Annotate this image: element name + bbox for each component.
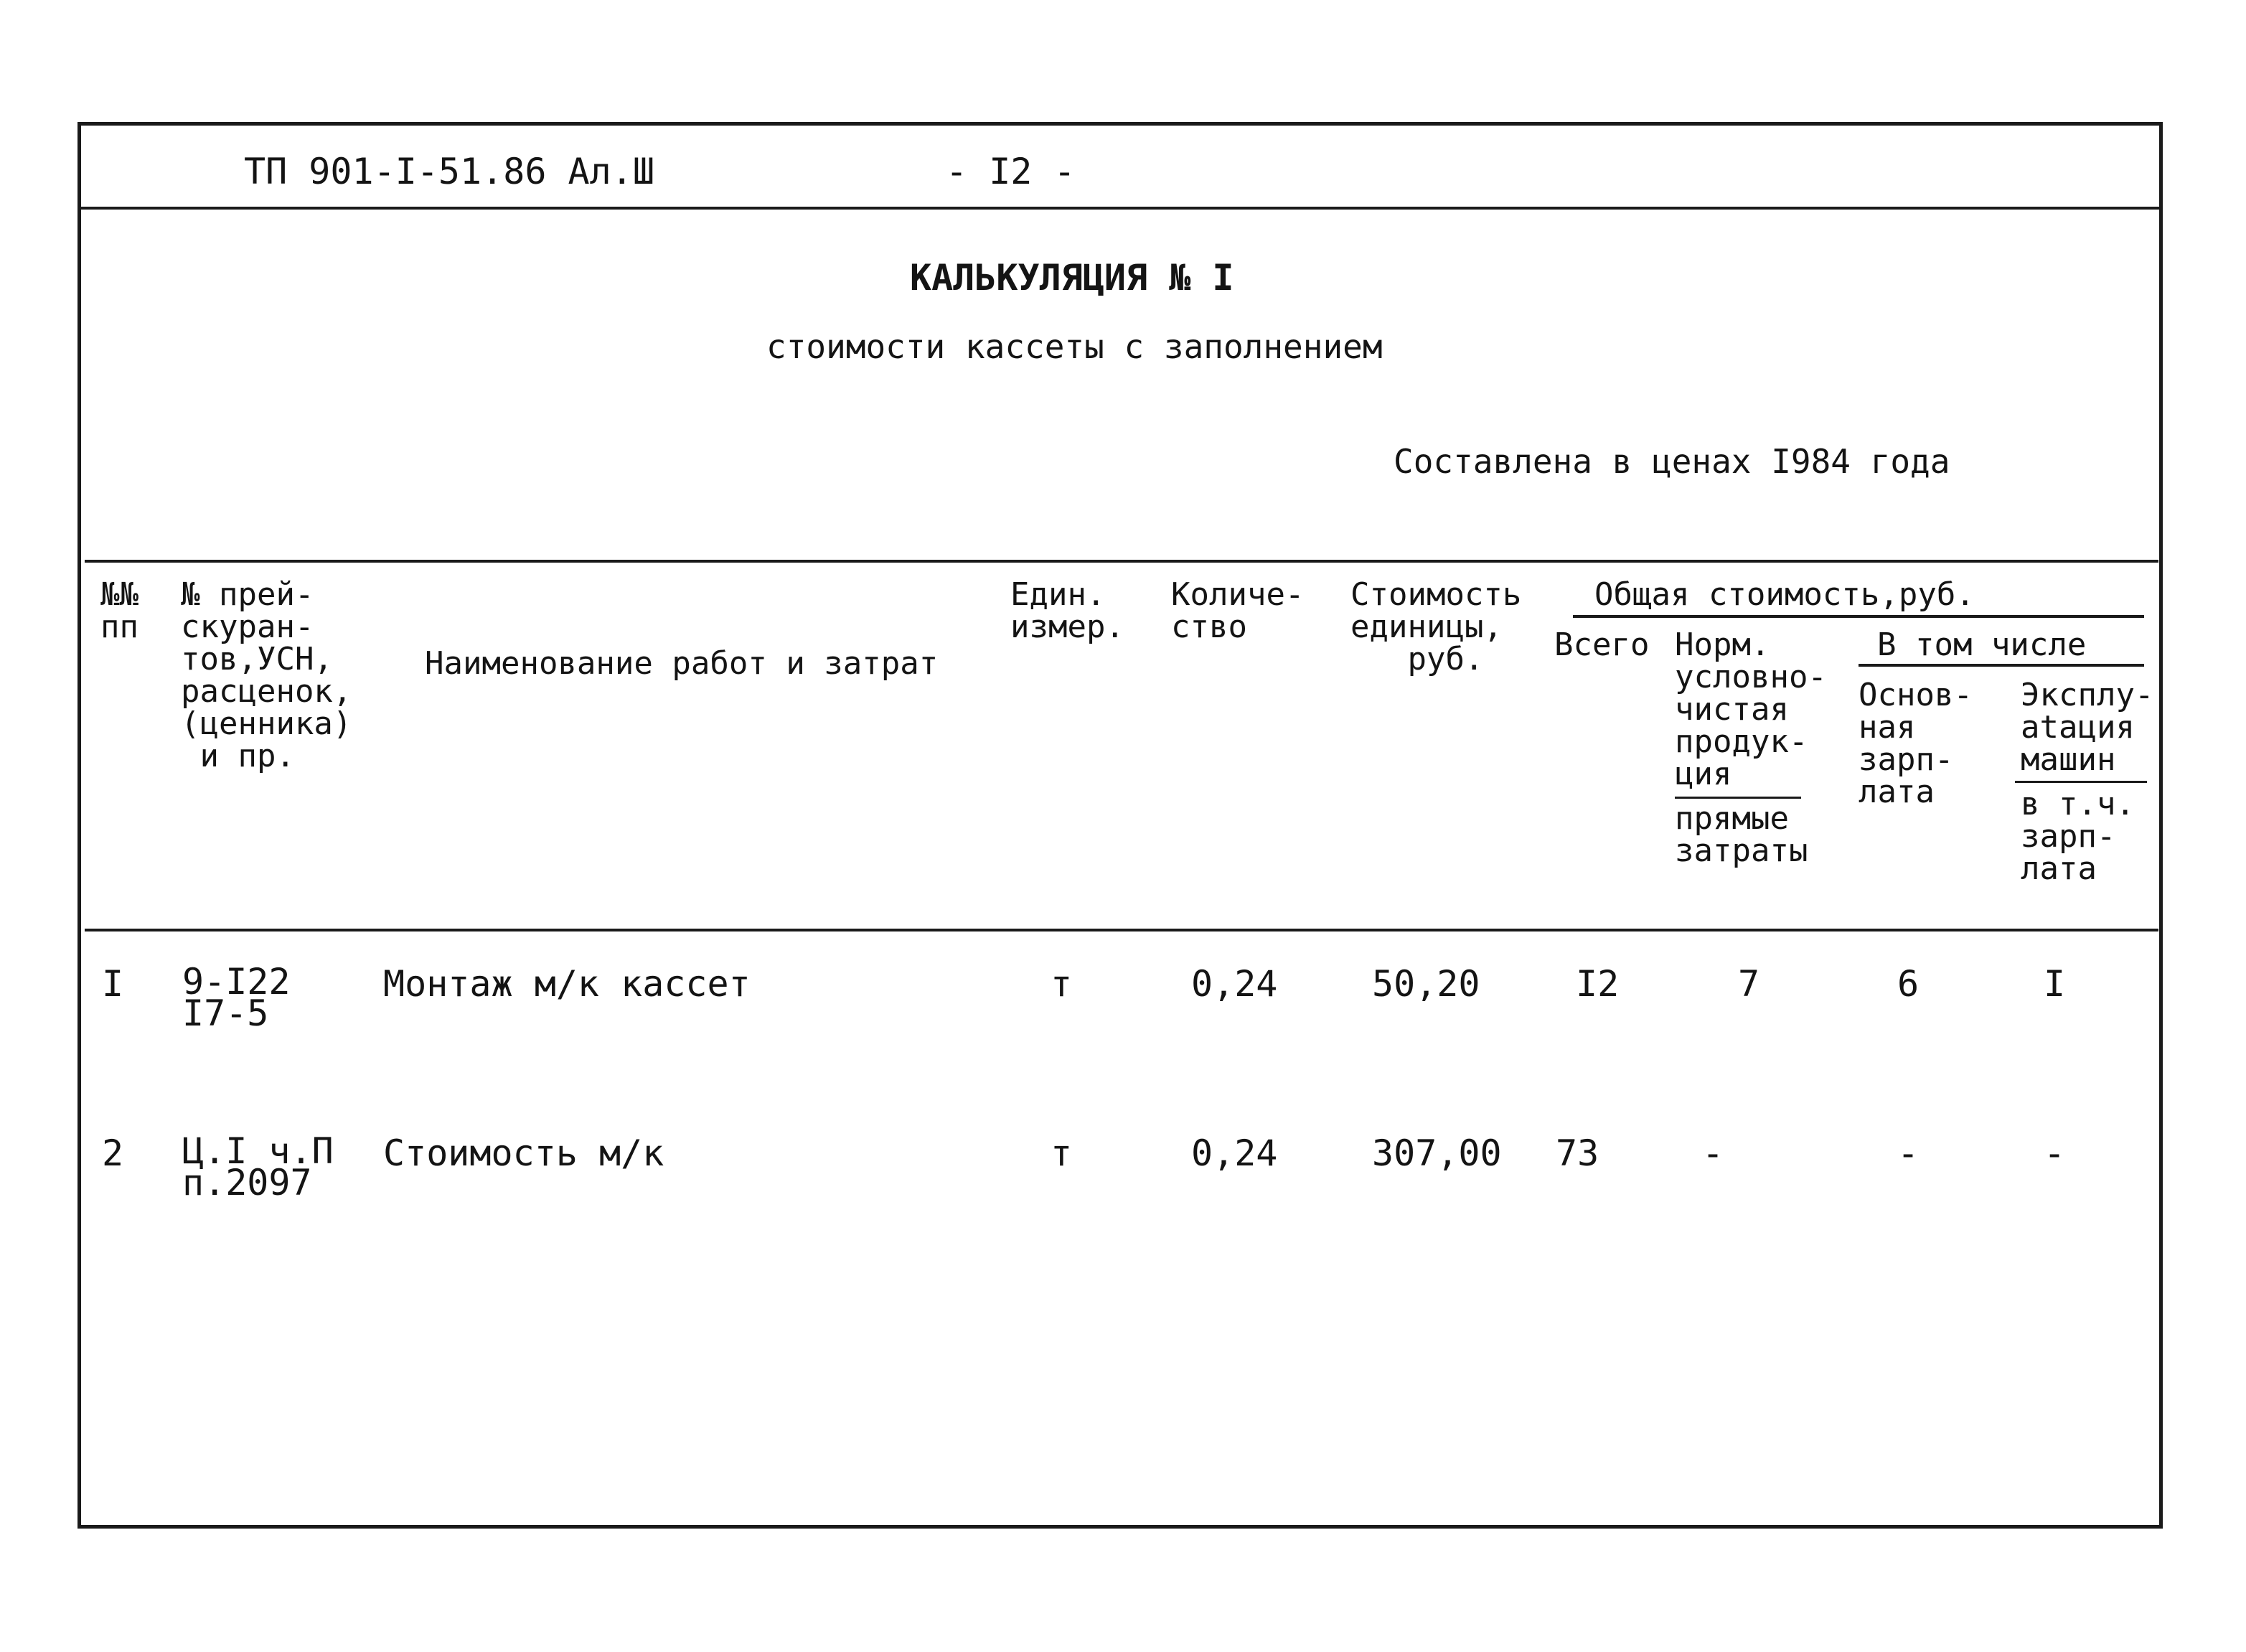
col-header-total-cost: Общая стоимость,руб. — [1594, 576, 1975, 613]
document-code: ТП 901-I-51.86 Ал.Ш — [244, 151, 654, 192]
row1-qty: 0,24 — [1191, 963, 1278, 1005]
row2-unit-cost: 307,00 — [1372, 1132, 1502, 1174]
row2-name: Стоимость м/к — [383, 1132, 664, 1174]
col-header-base-salary: Основ- ная зарп- лата — [1859, 677, 1973, 810]
row2-ref: Ц.I ч.П п.2097 — [182, 1130, 334, 1203]
prices-note: Составлена в ценах I984 года — [1394, 442, 1950, 481]
row1-ref: 9-I22 I7-5 — [182, 961, 291, 1034]
row1-unit: т — [1051, 963, 1073, 1005]
machines-divider — [2015, 781, 2147, 783]
page-title: КАЛЬКУЛЯЦИЯ № I — [910, 257, 1234, 299]
col-header-pricelist: № прей- скуран- тов,УСН, расценок, (ценника) и пр. — [181, 576, 352, 774]
row1-unit-cost: 50,20 — [1372, 963, 1480, 1005]
row1-total: I2 — [1576, 963, 1620, 1005]
col-header-num: №№ пп — [100, 576, 138, 645]
total-cost-rule — [1573, 615, 2144, 618]
row1-norm: 7 — [1738, 963, 1760, 1005]
row1-salary: 6 — [1897, 963, 1920, 1005]
col-header-qty: Количе- ство — [1171, 576, 1305, 645]
row2-machines: - — [2044, 1132, 2066, 1174]
col-header-direct-costs: прямые затраты — [1675, 800, 1808, 869]
col-header-total-all: Всего — [1554, 626, 1650, 663]
including-rule — [1859, 664, 2144, 667]
row1-name: Монтаж м/к кассет — [383, 963, 751, 1005]
col-header-including: В том числе — [1877, 626, 2087, 663]
page-subtitle: стоимости кассеты с заполнением — [766, 327, 1383, 366]
row2-norm: - — [1702, 1132, 1724, 1174]
col-header-unit-cost: Стоимость единицы, руб. — [1350, 576, 1522, 677]
row1-machines: I — [2044, 963, 2066, 1005]
row2-salary: - — [1897, 1132, 1920, 1174]
header-divider — [77, 207, 2163, 210]
col-header-machines: Эксплу- atация машин — [2021, 677, 2154, 778]
row2-qty: 0,24 — [1191, 1132, 1278, 1174]
row2-unit: т — [1051, 1132, 1073, 1174]
row2-total: 73 — [1556, 1132, 1599, 1174]
row1-num: I — [102, 963, 124, 1005]
col-header-name: Наименование работ и затрат — [425, 645, 939, 682]
col-header-norm: Норм. условно- чистая продук- ция — [1675, 626, 1827, 792]
table-header-rule — [85, 929, 2158, 931]
col-header-machines-salary: в т.ч. зарп- лата — [2021, 786, 2135, 887]
norm-divider — [1675, 797, 1801, 799]
col-header-unit: Един. измер. — [1010, 576, 1124, 645]
row2-num: 2 — [102, 1132, 124, 1174]
page-number: - I2 - — [946, 151, 1076, 192]
table-top-rule — [85, 560, 2158, 563]
